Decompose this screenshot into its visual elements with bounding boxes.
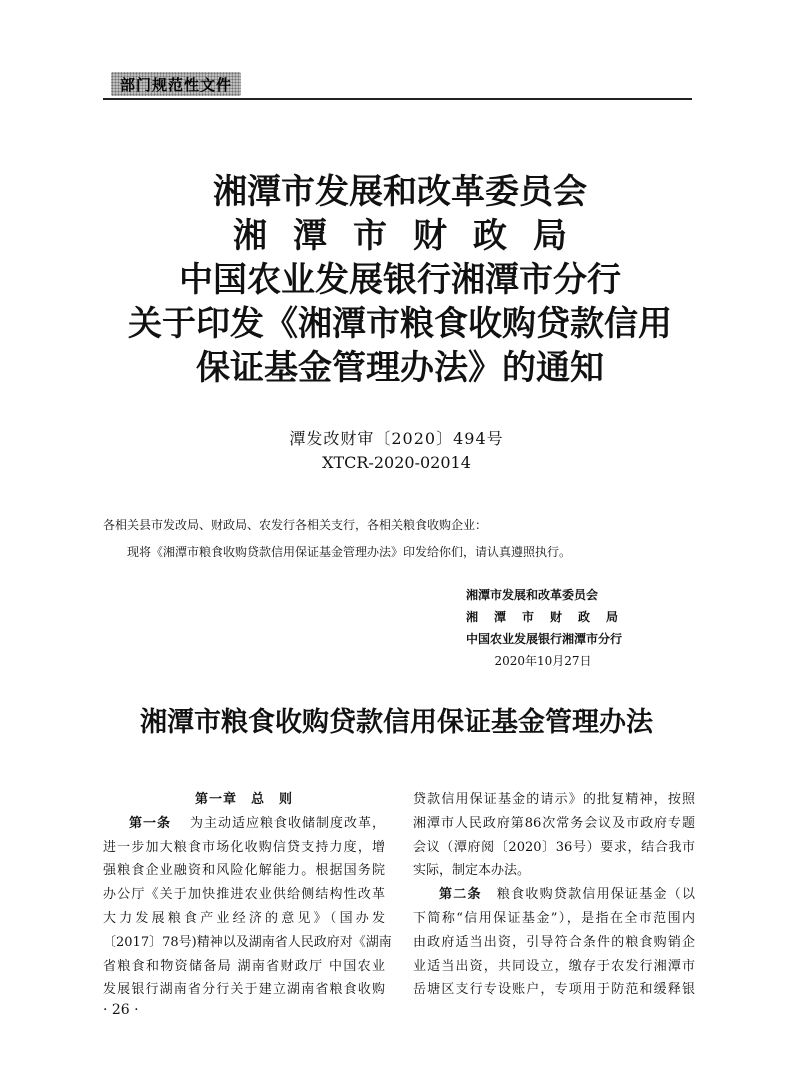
- title-line-1: 湘潭市发展和改革委员会: [213, 172, 587, 212]
- signature-org-1: 湘潭市发展和改革委员会: [466, 588, 599, 602]
- paragraph-line: 贷款信用保证基金的请示》的批复精神，按照: [413, 792, 695, 807]
- paragraph-line: 省粮食和物资储备局 湖南省财政厅 中国农业: [103, 958, 385, 974]
- title-line-2: 湘潭市财政局: [233, 216, 593, 256]
- registration-number: XTCR-2020-02014: [322, 453, 471, 472]
- signature-org-2: 湘潭市财政局: [466, 610, 635, 624]
- paragraph-line: 为主动适应粮食收储制度改革，: [189, 815, 385, 831]
- category-tag: 部门规范性文件: [111, 72, 241, 96]
- signature-date: 2020年10月27日: [494, 654, 592, 668]
- signature-org-3: 中国农业发展银行湘潭市分行: [466, 632, 623, 646]
- paragraph-line: 会议（潭府阅〔2020〕36号）要求，结合我市: [413, 839, 695, 855]
- paragraph-line: 大力发展粮食产业经济的意见》（国办发: [103, 910, 385, 926]
- left-column: [103, 788, 392, 1002]
- article-2-label: 第二条: [439, 887, 482, 903]
- paragraph-line: 进一步加大粮食市场化收购信贷支持力度，增: [103, 839, 385, 855]
- paragraph-line: 强粮食企业融资和风险化解能力。根据国务院: [103, 863, 385, 879]
- paragraph-line: 〔2017〕78号)精神以及湖南省人民政府对《湖南: [103, 934, 392, 950]
- title-line-4: 关于印发《湘潭市粮食收购贷款信用: [128, 304, 672, 344]
- article-2-first-line: [413, 883, 695, 907]
- signature-block: [466, 584, 646, 672]
- document-number: 潭发改财审〔2020〕494号: [289, 429, 504, 448]
- article-1-label: 第一条: [129, 815, 171, 831]
- title-line-5: 保证基金管理办法》的通知: [196, 348, 604, 388]
- addressee: 各相关县市发改局、财政局、农发行各相关支行，各相关粮食收购企业：: [103, 518, 488, 532]
- right-column: [413, 788, 695, 1002]
- paragraph-line: 业适当出资，共同设立，缴存于农发行湘潭市: [413, 958, 695, 974]
- regulation-title: 湘潭市粮食收购贷款信用保证基金管理办法: [140, 707, 653, 738]
- paragraph-line: 湘潭市人民政府第86次常务会议及市政府专题: [413, 815, 695, 831]
- paragraph-line: 由政府适当出资，引导符合条件的粮食购销企: [413, 934, 695, 950]
- paragraph-line: 发展银行湖南省分行关于建立湖南省粮食收购: [103, 982, 385, 998]
- title-line-3: 中国农业发展银行湘潭市分行: [179, 260, 621, 300]
- notice-body: 现将《湘潭市粮食收购贷款信用保证基金管理办法》印发给你们，请认真遵照执行。: [127, 545, 572, 559]
- article-1-first-line: [103, 812, 385, 836]
- paragraph-line: 岳塘区支行专设账户，专项用于防范和缓释银: [413, 982, 695, 998]
- paragraph-line: 办公厅《关于加快推进农业供给侧结构性改革: [103, 887, 385, 903]
- header-rule: [103, 98, 692, 100]
- page-number: · 26 ·: [103, 1002, 139, 1018]
- notice-title: [100, 170, 700, 390]
- paragraph-line: 实际，制定本办法。: [413, 863, 531, 879]
- paragraph-line: 粮食收购贷款信用保证基金（以: [495, 887, 695, 903]
- chapter-heading: 第一章 总 则: [194, 792, 293, 807]
- paragraph-line: 下简称“信用保证基金”），是指在全市范围内: [413, 910, 695, 926]
